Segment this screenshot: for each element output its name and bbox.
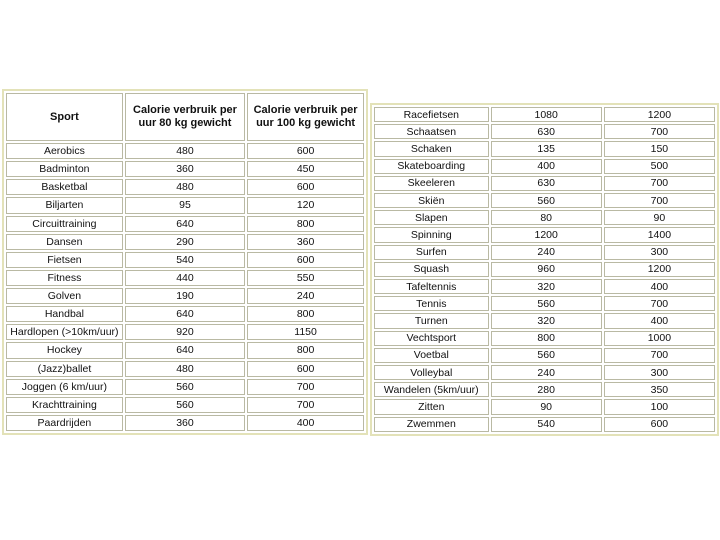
calories-100kg-cell: 360 xyxy=(247,234,364,250)
calories-80kg-cell: 135 xyxy=(491,141,602,156)
table-row xyxy=(6,288,364,304)
table-row xyxy=(6,234,364,250)
calories-80kg-cell: 630 xyxy=(491,124,602,139)
calories-100kg-cell: 1000 xyxy=(604,331,715,346)
sport-cell: Turnen xyxy=(374,313,489,328)
calories-100kg-cell: 700 xyxy=(247,379,364,395)
calories-80kg-cell: 480 xyxy=(125,361,245,377)
table-row xyxy=(374,331,715,346)
sport-cell: Hockey xyxy=(6,342,123,358)
table-row xyxy=(6,397,364,413)
calories-100kg-cell: 800 xyxy=(247,216,364,232)
sport-cell: Circuittraining xyxy=(6,216,123,232)
sport-cell: Spinning xyxy=(374,227,489,242)
calories-100kg-cell: 600 xyxy=(247,361,364,377)
sport-cell: Surfen xyxy=(374,245,489,260)
calories-100kg-cell: 1150 xyxy=(247,324,364,340)
sport-cell: Dansen xyxy=(6,234,123,250)
sport-cell: Basketbal xyxy=(6,179,123,195)
calories-100kg-cell: 700 xyxy=(604,176,715,191)
calories-100kg-cell: 400 xyxy=(247,415,364,431)
table-row xyxy=(6,270,364,286)
table-row xyxy=(374,210,715,225)
table-row xyxy=(374,262,715,277)
sport-cell: Handbal xyxy=(6,306,123,322)
table-row xyxy=(374,417,715,432)
sport-cell: Fitness xyxy=(6,270,123,286)
calories-80kg-cell: 240 xyxy=(491,245,602,260)
calories-80kg-cell: 440 xyxy=(125,270,245,286)
calories-80kg-cell: 630 xyxy=(491,176,602,191)
calories-80kg-cell: 640 xyxy=(125,342,245,358)
calories-100kg-cell: 90 xyxy=(604,210,715,225)
table-row xyxy=(6,379,364,395)
sport-cell: Joggen (6 km/uur) xyxy=(6,379,123,395)
calories-100kg-cell: 350 xyxy=(604,382,715,397)
table-row xyxy=(6,306,364,322)
table-row xyxy=(6,342,364,358)
sport-cell: Biljarten xyxy=(6,197,123,213)
calories-80kg-cell: 560 xyxy=(125,397,245,413)
sport-cell: Vechtsport xyxy=(374,331,489,346)
sport-cell: Zitten xyxy=(374,399,489,414)
calories-100kg-cell: 600 xyxy=(604,417,715,432)
calories-100kg-cell: 700 xyxy=(604,124,715,139)
table-row xyxy=(6,161,364,177)
calories-100kg-cell: 600 xyxy=(247,179,364,195)
table-row xyxy=(374,141,715,156)
calories-80kg-cell: 560 xyxy=(125,379,245,395)
calories-80kg-cell: 640 xyxy=(125,306,245,322)
sport-cell: Voetbal xyxy=(374,348,489,363)
sport-cell: Racefietsen xyxy=(374,107,489,122)
table-row xyxy=(6,415,364,431)
header-calories-100kg: Calorie verbruik per uur 100 kg gewicht xyxy=(247,93,364,141)
calories-100kg-cell: 120 xyxy=(247,197,364,213)
sport-cell: Aerobics xyxy=(6,143,123,159)
calories-100kg-cell: 1200 xyxy=(604,262,715,277)
calories-100kg-cell: 300 xyxy=(604,365,715,380)
table-row xyxy=(6,143,364,159)
calories-100kg-cell: 400 xyxy=(604,279,715,294)
sport-cell: Tafeltennis xyxy=(374,279,489,294)
table-row xyxy=(374,399,715,414)
calories-100kg-cell: 1400 xyxy=(604,227,715,242)
calorie-table-right xyxy=(370,103,719,436)
table-row xyxy=(374,227,715,242)
calories-80kg-cell: 80 xyxy=(491,210,602,225)
calories-80kg-cell: 400 xyxy=(491,159,602,174)
table-row xyxy=(6,252,364,268)
header-calories-80kg: Calorie verbruik per uur 80 kg gewicht xyxy=(125,93,245,141)
table-row xyxy=(6,179,364,195)
table-row xyxy=(374,382,715,397)
calories-80kg-cell: 360 xyxy=(125,161,245,177)
calories-100kg-cell: 100 xyxy=(604,399,715,414)
calories-80kg-cell: 560 xyxy=(491,348,602,363)
calories-80kg-cell: 480 xyxy=(125,179,245,195)
sport-cell: Slapen xyxy=(374,210,489,225)
sport-cell: Krachttraining xyxy=(6,397,123,413)
calories-80kg-cell: 800 xyxy=(491,331,602,346)
calories-100kg-cell: 800 xyxy=(247,342,364,358)
calories-80kg-cell: 95 xyxy=(125,197,245,213)
table-row xyxy=(374,348,715,363)
sport-cell: Golven xyxy=(6,288,123,304)
calories-100kg-cell: 150 xyxy=(604,141,715,156)
left-table xyxy=(4,91,366,433)
calories-100kg-cell: 600 xyxy=(247,252,364,268)
table-row xyxy=(374,107,715,122)
table-row xyxy=(374,176,715,191)
sport-cell: Paardrijden xyxy=(6,415,123,431)
calorie-table-left xyxy=(2,89,368,435)
sport-cell: Squash xyxy=(374,262,489,277)
table-row xyxy=(6,216,364,232)
sport-cell: Schaken xyxy=(374,141,489,156)
sport-cell: Schaatsen xyxy=(374,124,489,139)
sport-cell: Skateboarding xyxy=(374,159,489,174)
table-row xyxy=(374,193,715,208)
sport-cell: Badminton xyxy=(6,161,123,177)
table-row xyxy=(374,245,715,260)
calories-100kg-cell: 700 xyxy=(604,193,715,208)
table-row xyxy=(374,365,715,380)
calories-100kg-cell: 800 xyxy=(247,306,364,322)
header-sport: Sport xyxy=(6,93,123,141)
calories-100kg-cell: 300 xyxy=(604,245,715,260)
table-row xyxy=(374,124,715,139)
calories-100kg-cell: 550 xyxy=(247,270,364,286)
calories-100kg-cell: 600 xyxy=(247,143,364,159)
sport-cell: Fietsen xyxy=(6,252,123,268)
calories-80kg-cell: 320 xyxy=(491,279,602,294)
calories-80kg-cell: 360 xyxy=(125,415,245,431)
calories-80kg-cell: 290 xyxy=(125,234,245,250)
calories-80kg-cell: 190 xyxy=(125,288,245,304)
calories-80kg-cell: 320 xyxy=(491,313,602,328)
calories-80kg-cell: 480 xyxy=(125,143,245,159)
calories-100kg-cell: 500 xyxy=(604,159,715,174)
calories-100kg-cell: 450 xyxy=(247,161,364,177)
sport-cell: Hardlopen (>10km/uur) xyxy=(6,324,123,340)
sport-cell: Zwemmen xyxy=(374,417,489,432)
calories-80kg-cell: 90 xyxy=(491,399,602,414)
calories-80kg-cell: 1080 xyxy=(491,107,602,122)
table-row xyxy=(374,279,715,294)
sport-cell: Skiën xyxy=(374,193,489,208)
calories-80kg-cell: 240 xyxy=(491,365,602,380)
calories-100kg-cell: 1200 xyxy=(604,107,715,122)
calories-80kg-cell: 920 xyxy=(125,324,245,340)
table-row xyxy=(6,197,364,213)
calories-80kg-cell: 1200 xyxy=(491,227,602,242)
right-table xyxy=(372,105,717,434)
table-row xyxy=(6,361,364,377)
calories-100kg-cell: 700 xyxy=(604,296,715,311)
table-header-row xyxy=(6,93,364,141)
sport-cell: Tennis xyxy=(374,296,489,311)
sport-cell: Volleybal xyxy=(374,365,489,380)
calories-100kg-cell: 700 xyxy=(604,348,715,363)
calories-80kg-cell: 960 xyxy=(491,262,602,277)
calories-80kg-cell: 560 xyxy=(491,296,602,311)
calories-100kg-cell: 700 xyxy=(247,397,364,413)
sport-cell: Wandelen (5km/uur) xyxy=(374,382,489,397)
calories-80kg-cell: 540 xyxy=(125,252,245,268)
table-row xyxy=(374,159,715,174)
calories-80kg-cell: 560 xyxy=(491,193,602,208)
table-row xyxy=(6,324,364,340)
calories-100kg-cell: 240 xyxy=(247,288,364,304)
table-row xyxy=(374,296,715,311)
calories-100kg-cell: 400 xyxy=(604,313,715,328)
sport-cell: (Jazz)ballet xyxy=(6,361,123,377)
calories-80kg-cell: 280 xyxy=(491,382,602,397)
calories-80kg-cell: 640 xyxy=(125,216,245,232)
calories-80kg-cell: 540 xyxy=(491,417,602,432)
table-row xyxy=(374,313,715,328)
sport-cell: Skeeleren xyxy=(374,176,489,191)
